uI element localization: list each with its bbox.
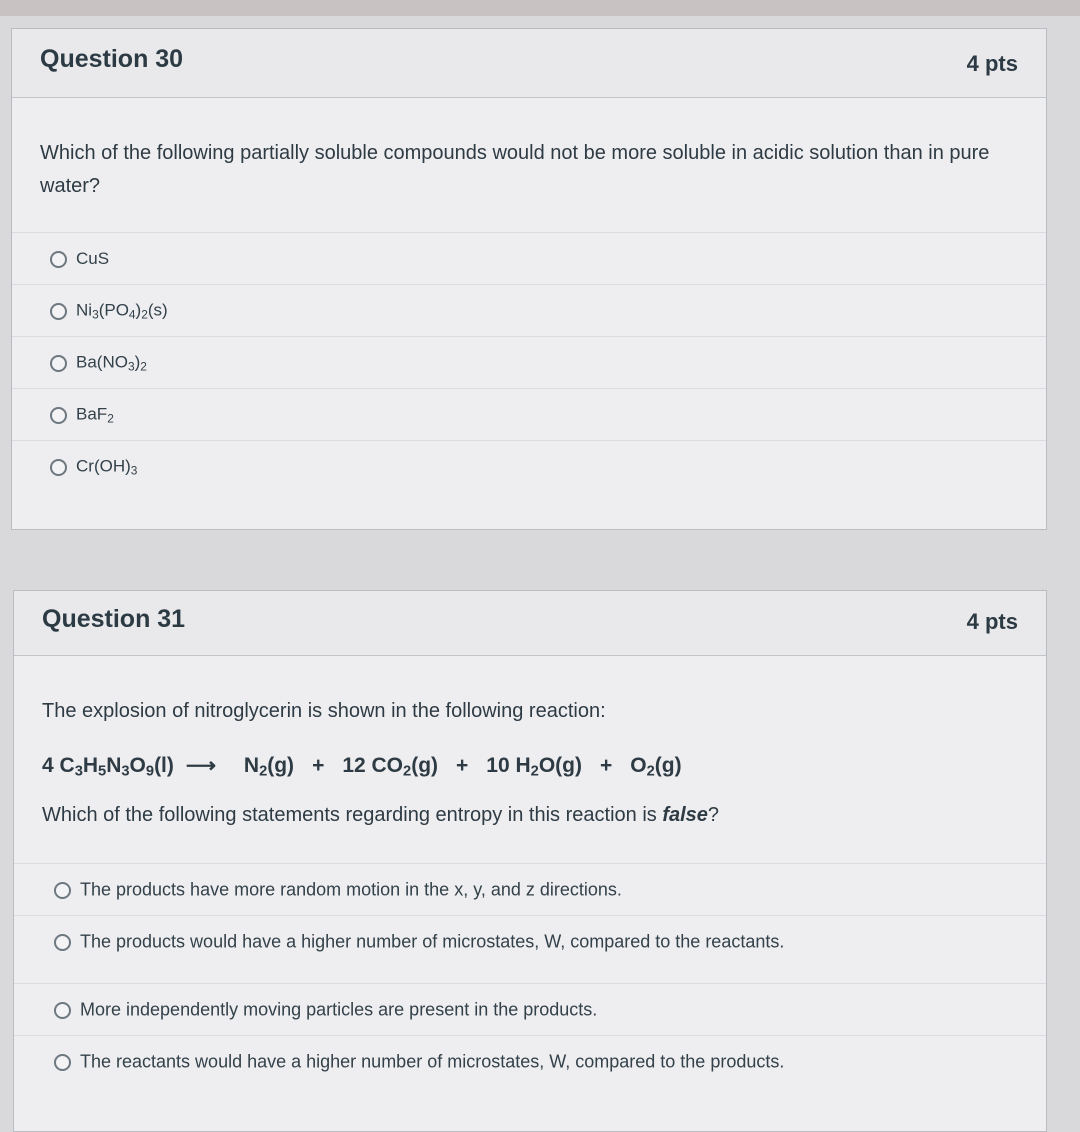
subscript: 5 <box>98 763 107 780</box>
answer-option[interactable] <box>12 440 1046 493</box>
radio-button[interactable] <box>50 355 67 372</box>
question-text <box>42 799 1006 832</box>
question-text-suffix: ? <box>707 804 720 826</box>
formula-text: N <box>106 754 122 777</box>
formula-text: (s) <box>147 300 168 320</box>
subscript: 3 <box>121 763 130 780</box>
answer-option[interactable] <box>12 336 1046 389</box>
formula-text: (g) <box>411 754 439 777</box>
formula-text: H <box>82 754 99 777</box>
formula-text: Ba(NO <box>76 352 128 372</box>
answer-label <box>76 249 109 269</box>
subscript: 2 <box>140 359 147 374</box>
formula-text: ) <box>134 352 141 372</box>
formula-text: BaF <box>76 404 108 424</box>
formula-text: N <box>243 754 260 777</box>
product <box>486 754 582 780</box>
question-header <box>12 29 1046 98</box>
formula-text: CuS <box>76 249 110 268</box>
plus-sign: + <box>599 754 613 777</box>
reactant <box>42 754 174 780</box>
answer-option[interactable] <box>14 915 1046 968</box>
product <box>630 754 681 780</box>
question-intro: The explosion of nitroglycerin is shown in the following reaction: <box>42 700 606 722</box>
subscript: 2 <box>141 307 148 322</box>
radio-button[interactable] <box>50 251 67 268</box>
subscript: 4 <box>128 307 136 322</box>
question-title: Question 31 <box>42 605 186 633</box>
formula-text: 10 H <box>486 754 531 777</box>
subscript: 3 <box>127 359 135 374</box>
formula-text: ) <box>135 300 142 320</box>
formula-text: (PO <box>98 300 129 320</box>
radio-button[interactable] <box>54 1054 71 1071</box>
subscript: 2 <box>259 763 268 780</box>
question-text-prefix: Which of the following statements regarding entropy in this reaction is <box>42 804 663 826</box>
answer-label <box>76 405 114 426</box>
product <box>244 754 294 780</box>
subscript: 3 <box>92 307 99 322</box>
formula-text: Cr(OH) <box>76 456 131 476</box>
answer-label: The products would have a higher number of microstates, W, compared to the reactants. <box>80 931 785 952</box>
reaction-equation <box>42 753 682 780</box>
formula-text: 12 CO <box>342 754 404 777</box>
formula-text: O <box>630 754 647 777</box>
subscript: 2 <box>530 763 539 780</box>
answer-option[interactable] <box>12 284 1046 337</box>
answer-label: More independently moving particles are present in the products. <box>80 999 598 1020</box>
subscript: 9 <box>145 763 155 780</box>
radio-button[interactable] <box>54 934 71 951</box>
question-points: 4 pts <box>966 609 1018 634</box>
product <box>342 754 438 780</box>
question-text: Which of the following partially soluble compounds would not be more soluble in acidic solution than in pure water? <box>40 142 990 197</box>
answer-option[interactable] <box>12 232 1046 285</box>
question-points: 4 pts <box>966 51 1018 76</box>
answer-label: The products have more random motion in the x, y, and z directions. <box>80 879 622 900</box>
formula-text: (g) <box>267 754 295 777</box>
reaction-arrow: ⟶ <box>185 754 216 777</box>
plus-sign: + <box>312 754 325 777</box>
answer-option[interactable] <box>12 388 1046 441</box>
radio-button[interactable] <box>54 1002 71 1019</box>
subscript: 2 <box>107 411 114 426</box>
formula-text: (l) <box>154 754 174 777</box>
top-bar <box>0 0 1080 16</box>
radio-button[interactable] <box>50 407 67 424</box>
answer-option[interactable] <box>14 983 1046 1036</box>
subscript: 2 <box>403 763 412 780</box>
formula-text: Ni <box>76 300 93 320</box>
answer-label <box>76 301 168 322</box>
answer-label: The reactants would have a higher number of microstates, W, compared to the products. <box>80 1051 785 1072</box>
question-31-card <box>13 590 1047 1132</box>
formula-text: 4 C <box>42 754 75 777</box>
radio-button[interactable] <box>50 303 67 320</box>
question-30-card <box>11 28 1047 530</box>
radio-button[interactable] <box>50 459 67 476</box>
answer-label <box>76 353 147 374</box>
radio-button[interactable] <box>54 882 71 899</box>
formula-text: O(g) <box>538 754 582 777</box>
question-header <box>14 591 1046 656</box>
subscript: 3 <box>74 763 83 780</box>
answer-option[interactable] <box>14 1035 1046 1088</box>
answer-label <box>76 457 137 478</box>
answer-option[interactable] <box>14 863 1046 916</box>
subscript: 3 <box>130 463 138 478</box>
plus-sign: + <box>456 754 469 777</box>
formula-text: (g) <box>654 754 682 777</box>
question-title: Question 30 <box>40 45 184 73</box>
question-text-emphasis: false <box>662 804 708 826</box>
formula-text: O <box>129 754 146 777</box>
subscript: 2 <box>646 763 655 780</box>
